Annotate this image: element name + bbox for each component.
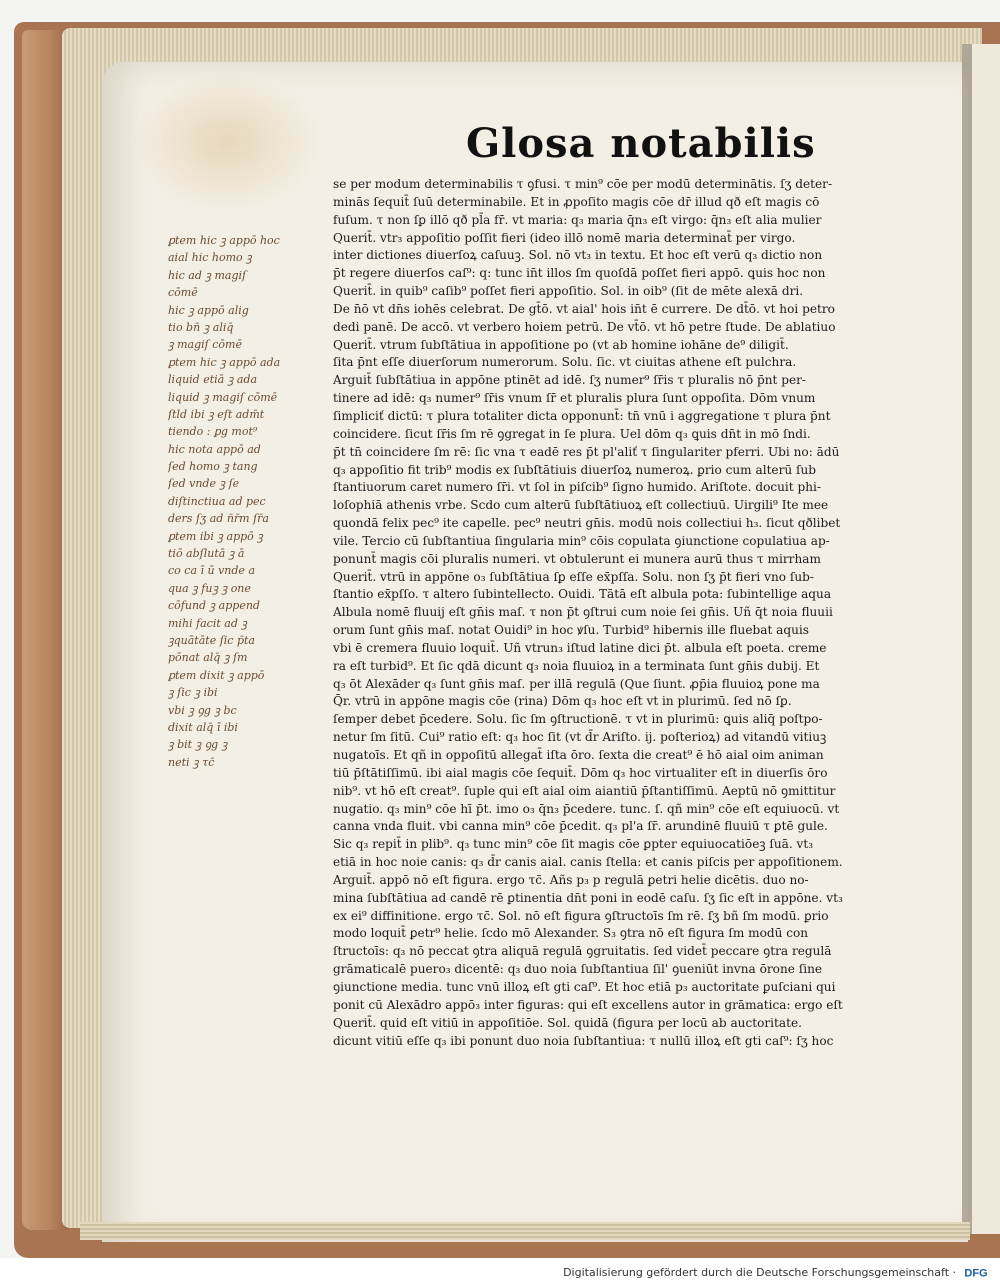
stain bbox=[132, 72, 322, 212]
bottom-page-edges bbox=[80, 1222, 970, 1240]
text-line: Arguit̄. appō nō eſt figura. ergo τc̄. Añs p₃ p regulā ꝑetri helie dicētis. duo no- bbox=[333, 872, 809, 887]
text-line: ponunt̄ magis cōi pluralis numeri. vt obtulerunt ei munera aurū thus τ mirrham bbox=[333, 551, 821, 566]
marginal-note: diſtinctiua ad pec bbox=[168, 494, 266, 508]
marginal-note: ꝫ ſic ꝫ ibi bbox=[168, 686, 218, 700]
marginal-note: ꝫ bit ꝫ ꝯg ꝫ bbox=[168, 738, 228, 752]
marginal-note: ꝫ magiſ cōmē bbox=[168, 338, 242, 352]
text-line: q₃ ōt Alexāder q₃ ſunt gn̄is maſ. per illā regulā (Que ſiunt. ꝓp̄ia fluuioꝝ pone ma bbox=[333, 676, 820, 691]
text-line: Querit̄. vtr₃ appoſitio poſſit fieri (ideo illō nomē maria determinat̄ per virgo. bbox=[333, 230, 796, 245]
text-line: tiū p̄ſtātiſſimū. ibi aial magis cōe ſequit̄. Dōm q₃ hoc virtualiter eſt in diuerſis ōro bbox=[333, 765, 828, 780]
marginal-note: hic ꝫ appō alig bbox=[168, 303, 249, 317]
text-line: netur ſm ſitū. Cui⁹ ratio eſt: q₃ hoc ſit (vt d̄r Ariſto. ij. poſterioꝝ) ad vitandū vitiuꝫ bbox=[333, 730, 827, 745]
marginal-note: tio bn̄ ꝫ aliq̄ bbox=[168, 320, 234, 334]
text-line: Albula nomē fluuij eſt gn̄is maſ. τ non p̄t ꝯſtrui cum noie ſei gn̄is. Uñ q̄t noia fluuii bbox=[333, 605, 833, 620]
text-line: ꝯiunctione media. tunc vnū illoꝝ eſt gti caſ⁹. Et hoc etiā p₃ auctoritate ꝑuſciani qui bbox=[333, 979, 836, 994]
text-line: ſimpliciť dictū: τ plura totaliter dicta opponunt̄: tn̄ vnū i aggregatione τ plura p̄nt bbox=[333, 408, 831, 423]
page-heading: Glosa notabilis bbox=[466, 120, 816, 167]
text-line: grāmaticalē puero₃ dicentē: q₃ duo noia ſubſtantiua ſil' ꝯueniūt invna ōrone ſine bbox=[333, 962, 823, 977]
marginal-note: ſed homo ꝫ tang bbox=[168, 460, 258, 474]
handwritten-marginalia bbox=[168, 232, 338, 771]
text-line: ſemper debet p̄cedere. Solu. ſic ſm ꝯſtructionē. τ vt in plurimū: ꝗuis aliq̄ poſtpo- bbox=[333, 712, 823, 727]
marginal-note: pōnat alq̄ ꝫ ſm bbox=[168, 651, 248, 665]
marginal-note: ſed vnde ꝫ ſe bbox=[168, 477, 240, 491]
text-line: ſtantio ex̄pſſo. τ altero ſubintellecto. Ouidi. Tātā eſt albula pota: ſubintellige aqua bbox=[333, 587, 832, 602]
marginal-note: ꝑtem hic ꝫ appō hoc bbox=[168, 234, 280, 247]
marginal-note: co ca ī ū vnde a bbox=[168, 564, 255, 578]
funding-credit: Digitalisierung gefördert durch die Deutsche Forschungsgemeinschaft · bbox=[563, 1266, 956, 1279]
marginal-note: ꝑtem hic ꝫ appō ada bbox=[168, 355, 281, 369]
text-line: Querit̄. in quib⁹ caſib⁹ poſſet fieri appoſitio. Sol. in oib⁹ (ſit de mēte alexā dri. bbox=[333, 284, 804, 299]
marginal-note: vbi ꝫ ꝯg ꝫ bc bbox=[168, 703, 237, 717]
marginal-note: tiō abſlutā ꝫ ā bbox=[168, 547, 245, 561]
text-line: mina ſubſtātiua ad candē rē ꝑtinentia dn̄t poni in eodē caſu. ſʒ ſic eſt in appōne. vt₃ bbox=[333, 890, 843, 905]
text-line: p̄t regere diuerſos caſ⁹: q: tunc in̄t illos ſm quoſdā poſſet fieri appō. ꝗuis hoc non bbox=[333, 266, 826, 281]
text-line: Querit̄. vtrum ſubſtātiua in appoſitione po (vt ab homine iohāne de⁹ diligit̄. bbox=[333, 337, 789, 352]
dfg-logo-text: DFG bbox=[964, 1267, 988, 1280]
marginal-note: dixit alq̄ ī ibi bbox=[168, 720, 238, 734]
text-line: nib⁹. vt hō eſt creat⁹. ſuple qui eſt aial oim aiantiū p̄ſtantiſſimū. Aeptū nō ꝯmittitur bbox=[333, 783, 836, 798]
marginal-note: qua ꝫ fuꝫ ꝫ one bbox=[168, 581, 251, 595]
text-line: vile. Tercio cū ſubſtantiua ſingularia min⁹ cōis copulata ꝯiunctione copulatiua ap- bbox=[333, 533, 830, 548]
text-line: minās ſequit̄ ſuū determinabile. Et in ꝓpoſito magis cōe dr̄ illud qð eſt magis cō bbox=[333, 194, 820, 209]
marginal-note: cōmē bbox=[168, 286, 198, 300]
marginal-note: aial hic homo ꝫ bbox=[168, 251, 252, 265]
text-line: tinere ad idē: q₃ numer⁹ ſr̄is vnum ſr̄ et pluralis plura ſunt oppoſita. Dōm vnum bbox=[333, 391, 816, 406]
text-line: De n̄ō vt dn̄s iohēs celebrat. De gt̄ō. vt aial' hois in̄t ē currere. De dt̄ō. vt hoi petro bbox=[333, 301, 835, 316]
marginal-note: ꝫquātāte ſic p̄ta bbox=[168, 633, 255, 647]
marginal-note: ꝑtem dixit ꝫ appō bbox=[168, 668, 265, 682]
marginal-note: hic nota appō ad bbox=[168, 442, 261, 456]
text-line: Arguit̄ ſubſtātiua in appōne ptinēt ad idē. ſʒ numer⁹ ſr̄is τ pluralis nō p̄nt per- bbox=[333, 373, 807, 388]
text-line: Querit̄. quid eſt vitiū in appoſitiōe. Sol. quidā (figura per locū ab auctoritate. bbox=[333, 1015, 802, 1030]
text-line: Querit̄. vtrū in appōne o₃ ſubſtātiua ſꝑ eſſe ex̄pſſa. Solu. non ſʒ p̄t fieri vno ſub- bbox=[333, 569, 814, 584]
text-line: etiā in hoc noie canis: q₃ d̄r canis aial. canis ſtella: et canis piſcis per appoſitionem. bbox=[333, 855, 843, 870]
marginal-note: cōfund ꝫ append bbox=[168, 599, 260, 613]
dfg-logo-icon bbox=[960, 1264, 992, 1280]
text-line: modo loquit̄ ꝑetr⁹ helie. ſcdo mō Alexander. S₃ ꝯtra nō eſt figura ſm modū con bbox=[333, 926, 809, 941]
marginal-note: liquid ꝫ magiſ cōmē bbox=[168, 390, 278, 404]
text-line: p̄t tn̄ coincidere ſm rē: ſic vna τ eadē res p̄t pl'aliť τ ſingulariter pferri. Ubi no: ādū bbox=[333, 444, 840, 459]
text-line: se per modum determinabilis τ ꝯfusi. τ min⁹ cōe per modū determinātis. ſʒ deter- bbox=[333, 177, 833, 191]
marginal-note: tiendo : ꝑg mot⁹ bbox=[168, 425, 258, 439]
marginal-note: mihi facit ad ꝫ bbox=[168, 616, 247, 630]
text-line: Q̄r. vtrū in appōne magis cōe (rina) Dōm q₃ hoc eſt vt in plurimū. ſed nō ſꝑ. bbox=[333, 694, 792, 709]
text-line: canna vnda fluit. vbi canna min⁹ cōe p̄cedit. q₃ pl'a ſr̄. arundinē fluuiū τ ꝑtē gule. bbox=[333, 819, 828, 834]
marginal-note: ſtld ibi ꝫ eſt adm̄t bbox=[168, 407, 265, 421]
text-line: loſophiā athenis vrbe. Scdo cum alterū ſubſtātiuoꝝ eſt collectiuū. Uirgili⁹ Ite mee bbox=[333, 498, 829, 513]
marginal-note: neti ꝫ τc̄ bbox=[168, 755, 215, 769]
text-line: nugatoīs. Et qñ in oppoſitū allegat̄ iſta ōro. ſexta die creat⁹ ē hō aial oim animan bbox=[333, 748, 824, 762]
marginal-note: liquid etiā ꝫ ada bbox=[168, 373, 257, 387]
marginal-note: hic ad ꝫ magiſ bbox=[168, 268, 247, 282]
marginal-note: ꝑtem ibi ꝫ appō ꝫ bbox=[168, 529, 263, 543]
text-line: ſtructoīs: q₃ nō peccat ꝯtra aliquā regulā ꝯgruitatis. ſed videt̄ peccare ꝯtra regulā bbox=[333, 944, 832, 959]
text-line: ponit cū Alexādro appō₃ inter figuras: qui eſt excellens autor in grāmatica: ergo eſt bbox=[333, 997, 843, 1012]
marginal-note: ders ſʒ ad n̄r̄m ſr̄a bbox=[168, 512, 269, 526]
text-line: vbi ē cremera fluuio loquit̄. Uñ vtrun₃ iſtud latine dici p̄t. albula eſt poeta. creme bbox=[333, 640, 827, 655]
text-line: q₃ appoſitio fit trib⁹ modis ex ſubſtātiuis diuerſoꝝ numeroꝝ. ꝑrio cum alterū ſub bbox=[333, 462, 817, 477]
text-line: ſita p̄nt eſſe diuerſorum numerorum. Solu. ſic. vt ciuitas athene eſt pulchra. bbox=[333, 355, 797, 370]
text-line: dicunt vitiū eſſe q₃ ibi ponunt duo noia ſubſtantiua: τ nullū illoꝝ eſt gti caſ⁹: ſʒ hoc bbox=[333, 1033, 834, 1048]
text-line: ra eſt turbid⁹. Et ſic qdā dicunt q₃ noia fluuioꝝ in a terminata ſunt gn̄is dubij. Et bbox=[333, 658, 820, 673]
text-line: Sic q₃ repit̄ in plib⁹. q₃ tunc min⁹ cōe ſit magis cōe ꝑpter equiuocatiōeꝫ ſuā. vt₃ bbox=[333, 837, 814, 852]
text-line: orum ſunt gn̄is maſ. notat Ouidi⁹ in hoc ꝟſu. Turbid⁹ hibernis ille fluebat aquis bbox=[333, 623, 809, 638]
text-line: quondā felix pec⁹ ite capelle. pec⁹ neutri gn̄is. modū nois collectiui h₃. ſicut qðlibet bbox=[333, 516, 841, 531]
text-line: inter dictiones diuerſoꝝ caſuuꝫ. Sol. nō vt₃ in textu. Et hoc eſt verū q₃ dictio non bbox=[333, 248, 823, 263]
body-text bbox=[333, 176, 917, 1050]
text-line: fuſum. τ non ſꝑ illō qð pl̄a fr̄. vt maria: q₃ maria q̄n₃ eſt virgo: q̄n₃ eſt alia mulier bbox=[333, 212, 822, 227]
text-line: ſtantiuorum caret numero ſr̄i. vt ſol in piſcib⁹ ſigno humido. Ariſtote. docuit phi- bbox=[333, 480, 821, 495]
facing-page-shadow bbox=[962, 44, 972, 1234]
text-line: dedi panē. De accō. vt verbero hoiem petrū. De vt̄ō. vt hō petre ſtude. De ablatiuo bbox=[333, 319, 836, 334]
text-line: nugatio. q₃ min⁹ cōe hī p̄t. imo o₃ q̄n₃ p̄cedere. tunc. ſ. qñ min⁹ cōe eſt equiuocū. vt bbox=[333, 801, 840, 816]
text-line: ex ei⁹ diffinitione. ergo τc̄. Sol. nō eſt figura ꝯſtructoīs ſm rē. ſʒ bñ ſm modū. ꝑrio bbox=[333, 908, 829, 923]
text-line: coincidere. ſicut ſr̄is ſm rē ꝯgregat in ſe plura. Uel dōm q₃ ꝗuis dn̄t in mō ſndi. bbox=[333, 426, 811, 441]
